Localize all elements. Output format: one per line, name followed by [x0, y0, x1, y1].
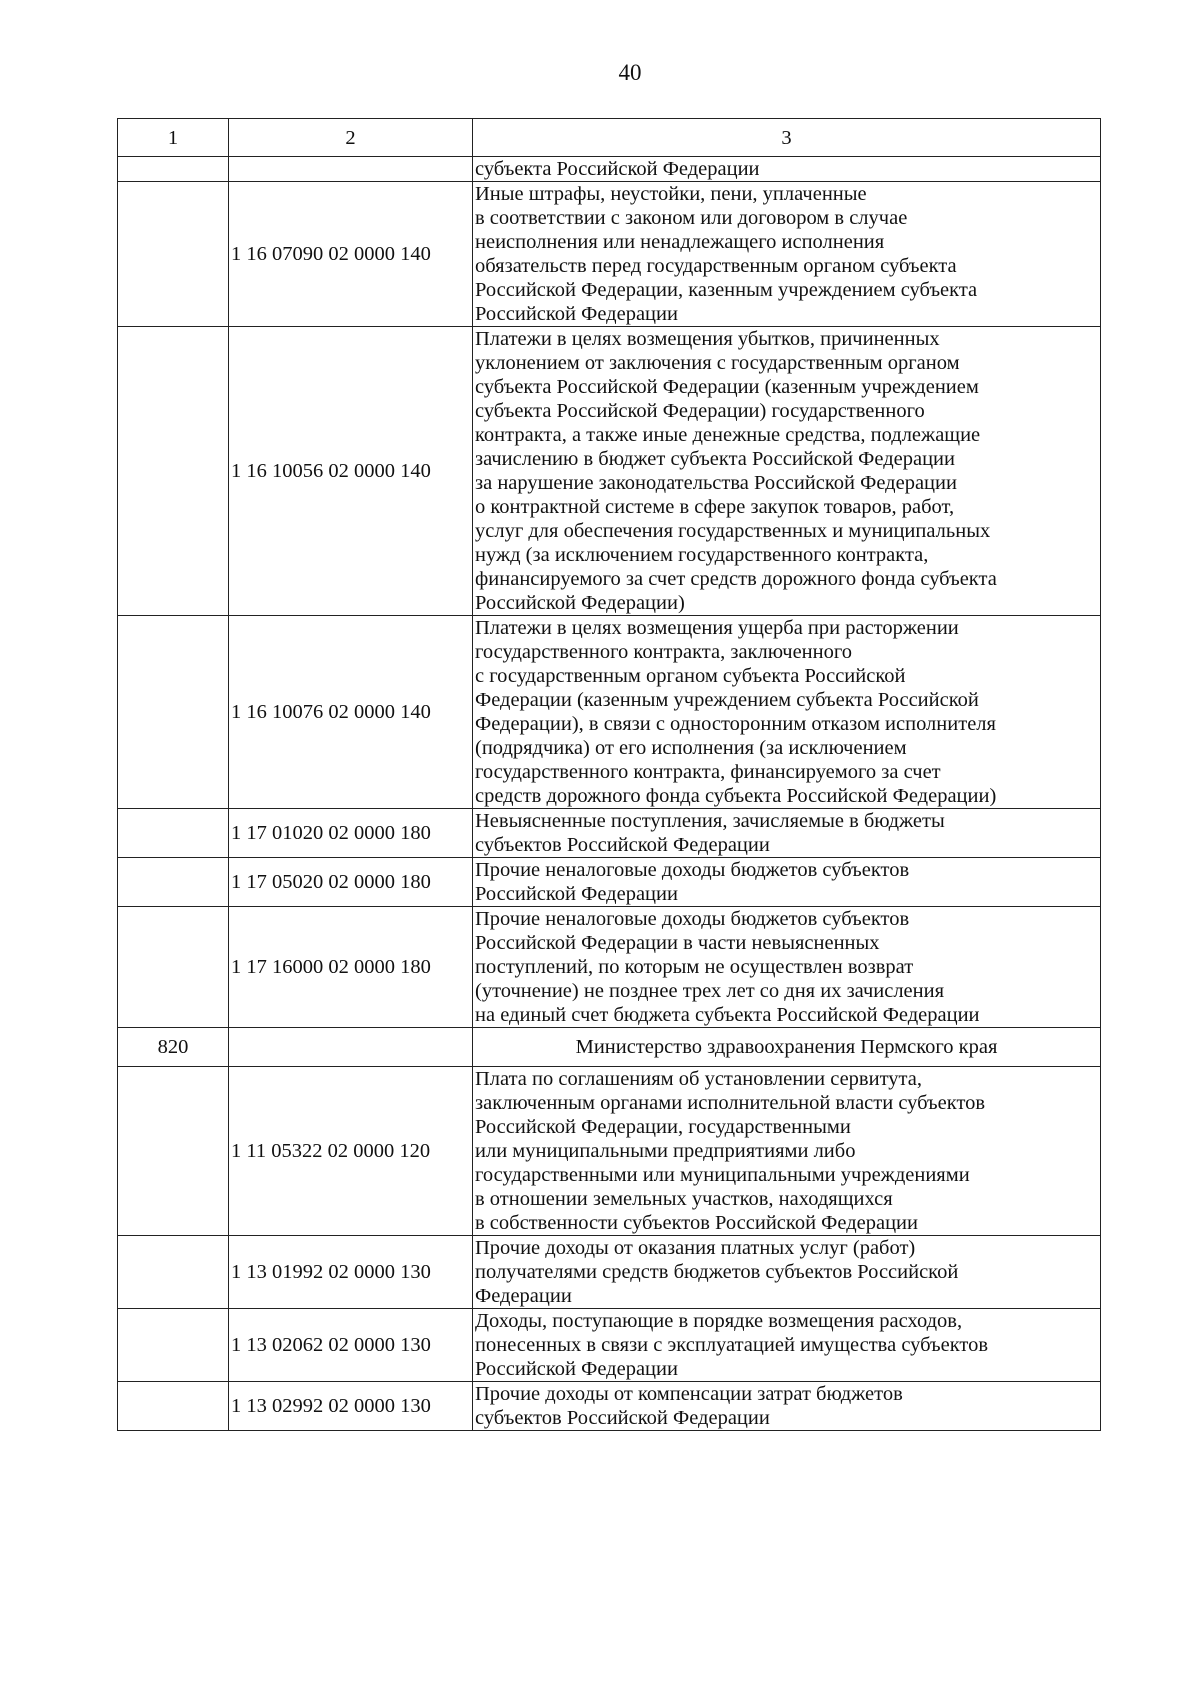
admin-code-cell — [118, 1309, 229, 1382]
table-body — [118, 119, 1101, 1431]
table-row — [118, 1067, 1101, 1236]
revenue-code-cell: 1 16 07090 02 0000 140 — [229, 182, 473, 327]
department-code-cell: 820 — [118, 1028, 229, 1067]
table-row — [118, 1382, 1101, 1431]
table-header-row — [118, 119, 1101, 157]
table-row — [118, 616, 1101, 809]
revenue-codes-table — [117, 118, 1101, 1431]
revenue-code-cell: 1 17 16000 02 0000 180 — [229, 907, 473, 1028]
revenue-description-cell: Прочие неналоговые доходы бюджетов субъектов Российской Федерации — [473, 858, 1101, 907]
revenue-description-cell: Прочие неналоговые доходы бюджетов субъектов Российской Федерации в части невыясненных поступлений, по которым не осуществлен возврат (уточнение) не позднее трех лет со дня их зачисления на единый счет бюджета субъекта Российской Федерации — [473, 907, 1101, 1028]
revenue-code-cell: 1 11 05322 02 0000 120 — [229, 1067, 473, 1236]
department-name-cell: Министерство здравоохранения Пермского края — [473, 1028, 1101, 1067]
table-row — [118, 327, 1101, 616]
revenue-description-cell: Доходы, поступающие в порядке возмещения расходов, понесенных в связи с эксплуатацией имущества субъектов Российской Федерации — [473, 1309, 1101, 1382]
admin-code-cell — [118, 1382, 229, 1431]
revenue-code-cell: 1 13 02992 02 0000 130 — [229, 1382, 473, 1431]
admin-code-cell — [118, 157, 229, 182]
table-row — [118, 1309, 1101, 1382]
department-row — [118, 1028, 1101, 1067]
revenue-description-cell: Платежи в целях возмещения ущерба при расторжении государственного контракта, заключенного с государственным органом субъекта Российской Федерации (казенным учреждением субъекта Российской Федерации), в связи с односторонним отказом исполнителя (подрядчика) от его исполнения (за исключением государственного контракта, финансируемого за счет средств дорожного фонда субъекта Российской Федерации) — [473, 616, 1101, 809]
revenue-description-cell: Невыясненные поступления, зачисляемые в бюджеты субъектов Российской Федерации — [473, 809, 1101, 858]
revenue-code-cell: 1 16 10056 02 0000 140 — [229, 327, 473, 616]
revenue-description-cell: субъекта Российской Федерации — [473, 157, 1101, 182]
revenue-description-cell: Прочие доходы от компенсации затрат бюджетов субъектов Российской Федерации — [473, 1382, 1101, 1431]
revenue-description-cell: Платежи в целях возмещения убытков, причиненных уклонением от заключения с государственным органом субъекта Российской Федерации (казенным учреждением субъекта Российской Федерации) государственного контракта, а также иные денежные средства, подлежащие зачислению в бюджет субъекта Российской Федерации за нарушение законодательства Российской Федерации о контрактной системе в сфере закупок товаров, работ, услуг для обеспечения государственных и муниципальных нужд (за исключением государственного контракта, финансируемого за счет средств дорожного фонда субъекта Российской Федерации) — [473, 327, 1101, 616]
admin-code-cell — [118, 182, 229, 327]
revenue-description-cell: Прочие доходы от оказания платных услуг (работ) получателями средств бюджетов субъектов Российской Федерации — [473, 1236, 1101, 1309]
page-number: 40 — [618, 60, 642, 85]
revenue-description-cell: Плата по соглашениям об установлении сервитута, заключенным органами исполнительной власти субъектов Российской Федерации, государственными или муниципальными предприятиями либо государственными или муниципальными учреждениями в отношении земельных участков, находящихся в собственности субъектов Российской Федерации — [473, 1067, 1101, 1236]
revenue-code-cell: 1 13 02062 02 0000 130 — [229, 1309, 473, 1382]
header-cell-2: 2 — [229, 119, 473, 157]
revenue-description-cell: Иные штрафы, неустойки, пени, уплаченные в соответствии с законом или договором в случае неисполнения или ненадлежащего исполнения обязательств перед государственным органом субъекта Российской Федерации, казенным учреждением субъекта Российской Федерации — [473, 182, 1101, 327]
table-row — [118, 157, 1101, 182]
revenue-code-cell — [229, 1028, 473, 1067]
table-row — [118, 858, 1101, 907]
table-row — [118, 182, 1101, 327]
revenue-code-cell: 1 17 01020 02 0000 180 — [229, 809, 473, 858]
admin-code-cell — [118, 858, 229, 907]
admin-code-cell — [118, 907, 229, 1028]
header-cell-1: 1 — [118, 119, 229, 157]
revenue-code-cell: 1 13 01992 02 0000 130 — [229, 1236, 473, 1309]
revenue-code-cell: 1 16 10076 02 0000 140 — [229, 616, 473, 809]
admin-code-cell — [118, 616, 229, 809]
revenue-code-cell — [229, 157, 473, 182]
table-row — [118, 809, 1101, 858]
admin-code-cell — [118, 1236, 229, 1309]
table-row — [118, 1236, 1101, 1309]
revenue-code-cell: 1 17 05020 02 0000 180 — [229, 858, 473, 907]
table-row — [118, 907, 1101, 1028]
admin-code-cell — [118, 809, 229, 858]
header-cell-3: 3 — [473, 119, 1101, 157]
admin-code-cell — [118, 1067, 229, 1236]
admin-code-cell — [118, 327, 229, 616]
